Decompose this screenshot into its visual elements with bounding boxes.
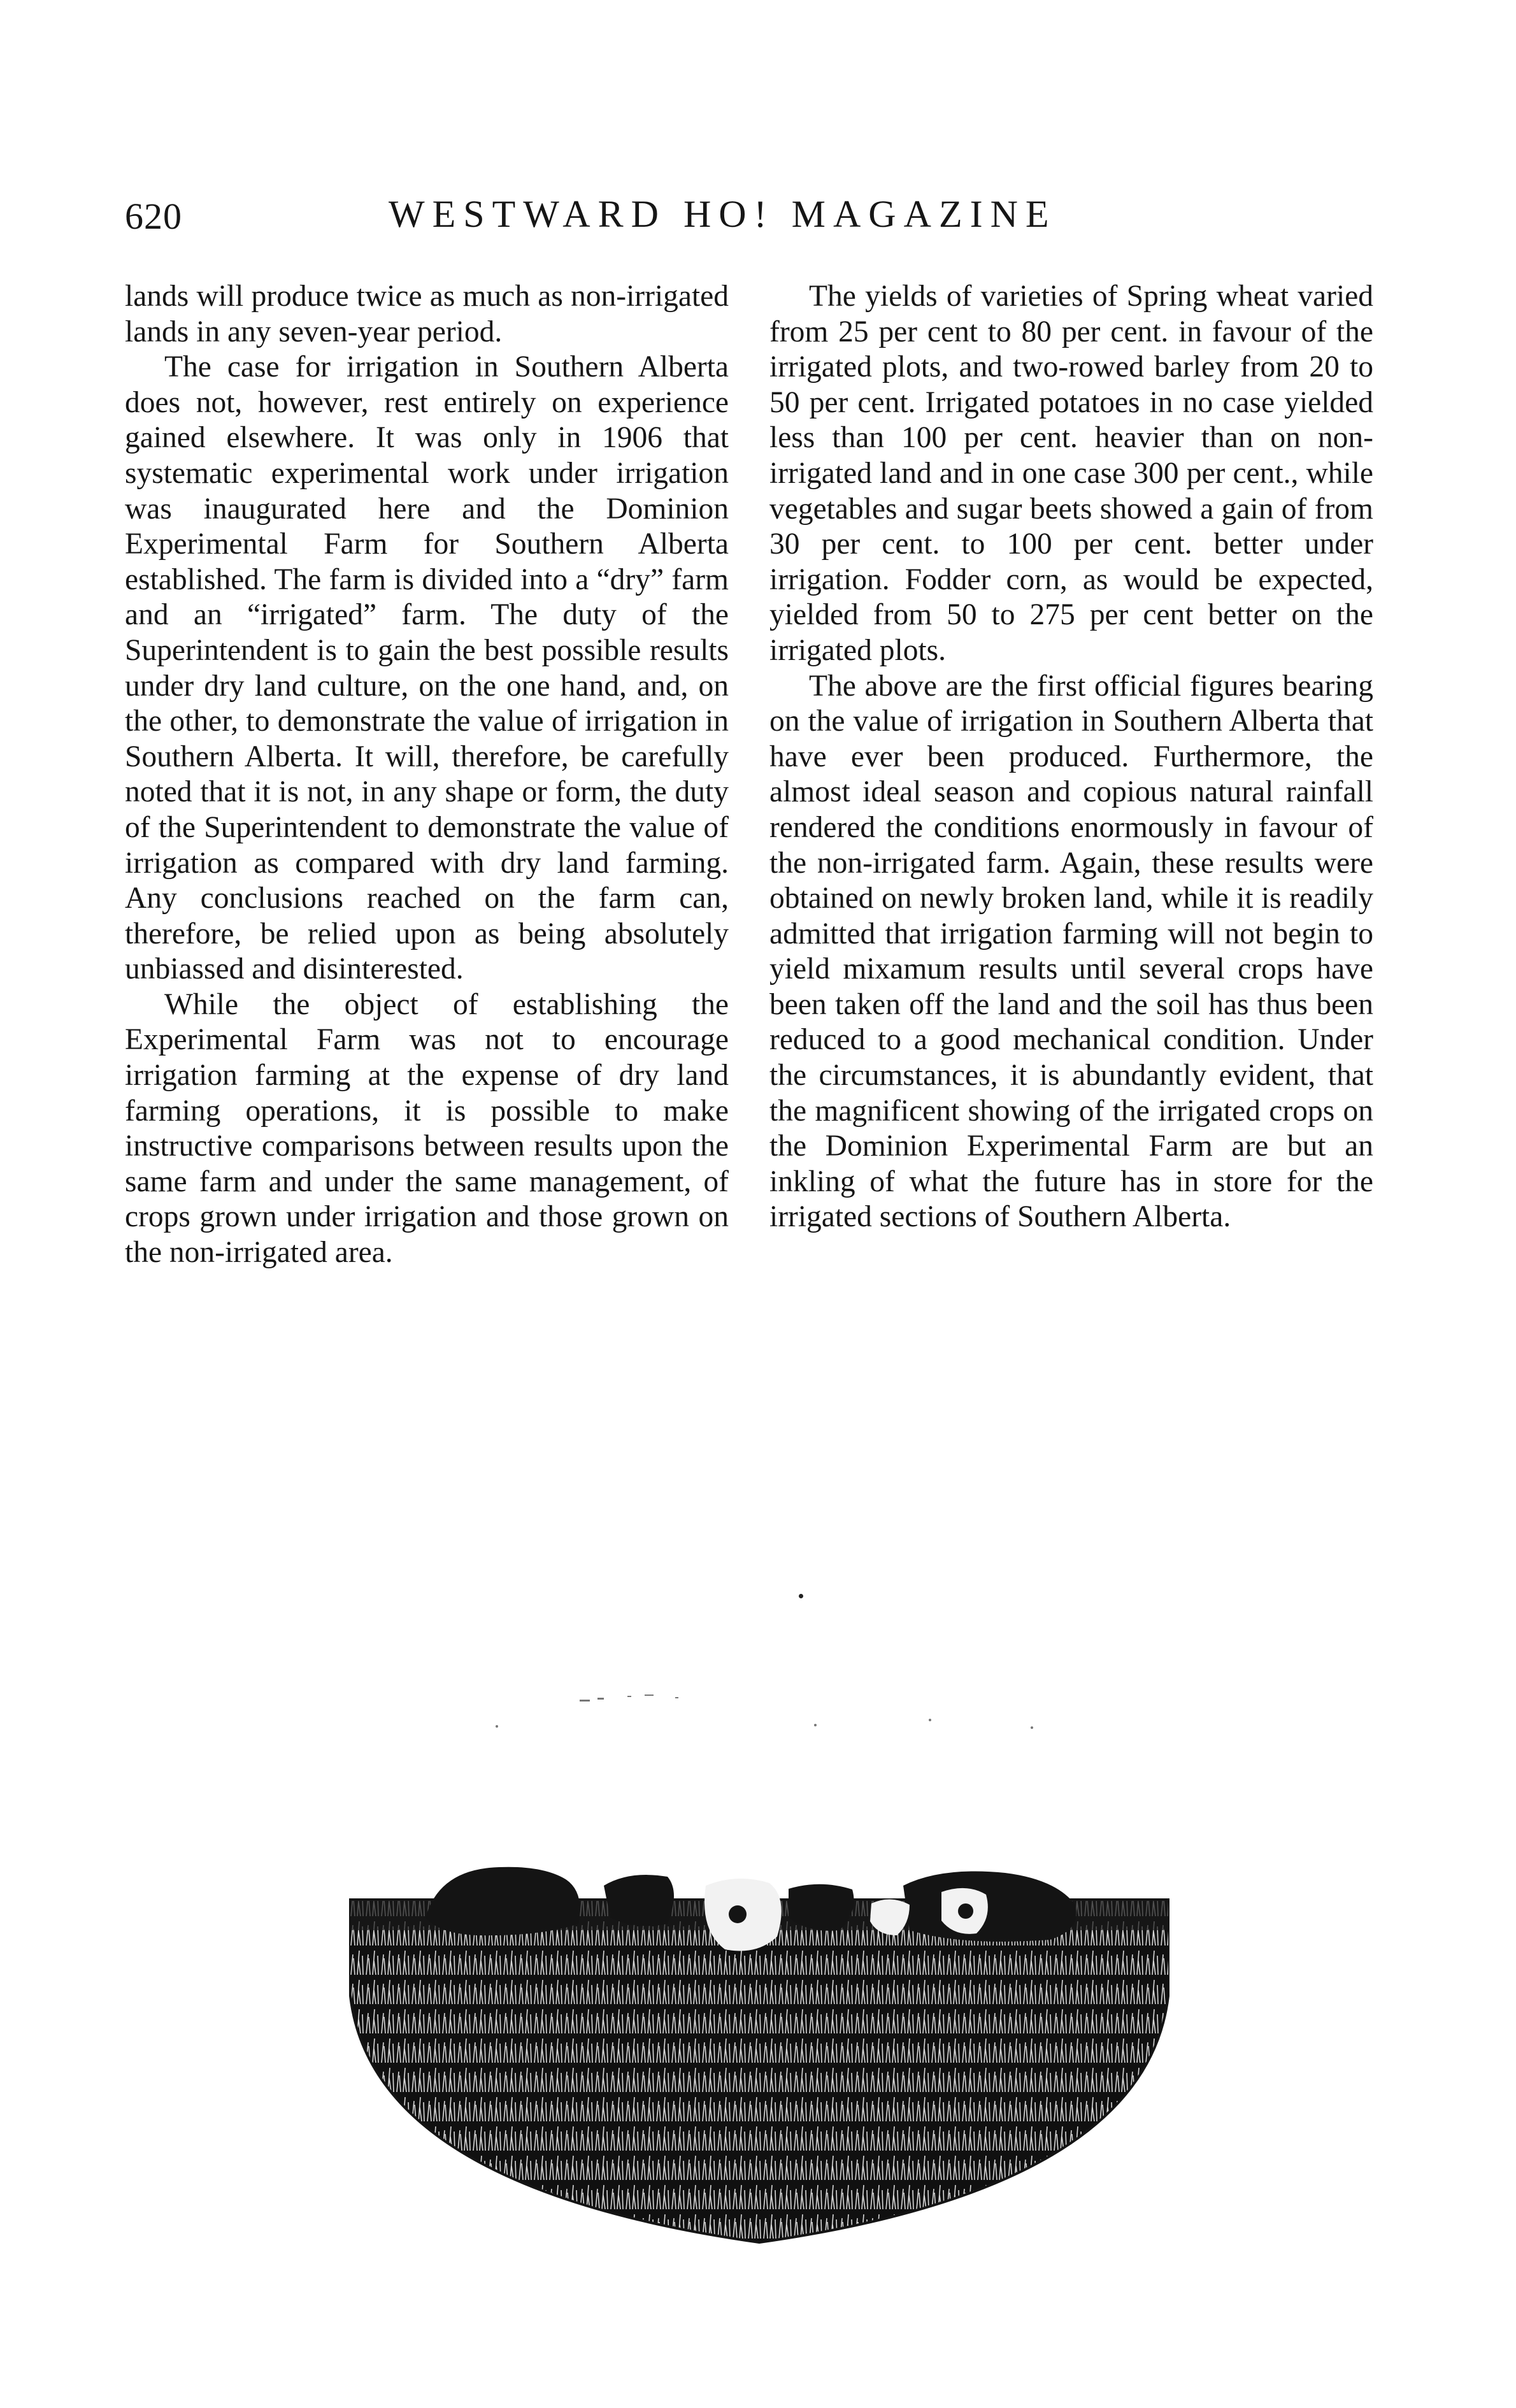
faint-print-marks bbox=[484, 1682, 1057, 1733]
cattle-in-grass-vignette-photo bbox=[349, 1828, 1169, 2249]
paragraph: The above are the first official figures bearing on the value of irrigation in Southern Alberta that have ever been produced. Furthermore, the almost ideal season and copious natural rainfall rendered the conditions enormously in favour of the non-irrigated farm. Again, these results were obtained on newly broken land, while it is readily admitted that irrigation farming will not begin to yield mixamum results until several crops have been taken off the land and the soil has thus been reduced to a good mechanical condition. Under the circumstances, it is abundantly evident, that the magnificent showing of the irrigated crops on the Dominion Experimental Farm are but an inkling of what the future has in store for the irrigated sections of Southern Alberta. bbox=[769, 669, 1373, 1234]
ink-speck bbox=[799, 1594, 803, 1598]
right-column bbox=[769, 279, 1373, 1235]
paragraph-continuation: lands will produce twice as much as non-irrigated lands in any seven-year period. bbox=[125, 280, 729, 348]
page-number: 620 bbox=[125, 196, 182, 237]
paragraph: The case for irrigation in Southern Alberta does not, however, rest entirely on experience gained elsewhere. It was only in 1906 that systematic experimental work under irrigation was inaugurated here and the Dominion Experimental Farm for Southern Alberta established. The farm is divided into a “dry” farm and an “irrigated” farm. The duty of the Superintendent is to gain the best possible results under dry land culture, on the one hand, and, on the other, to demonstrate the value of irrigation in Southern Alberta. It will, therefore, be carefully noted that it is not, in any shape or form, the duty of the Superintendent to demonstrate the value of irrigation as compared with dry land farming. Any conclusions reached on the farm can, therefore, be relied upon as being absolutely unbiassed and disinterested. bbox=[125, 350, 729, 986]
left-column bbox=[125, 279, 729, 1271]
paragraph: While the object of establishing the Experimental Farm was not to encourage irrigation farming at the expense of dry land farming operations, it is possible to make instructive comparisons between results upon the same farm and under the same management, of crops grown under irrigation and those grown on the non-irrigated area. bbox=[125, 987, 729, 1270]
running-head: WESTWARD HO! MAGAZINE bbox=[389, 193, 1057, 235]
paragraph: The yields of varieties of Spring wheat varied from 25 per cent to 80 per cent. in favour of the irrigated plots, and two-rowed barley from 20 to 50 per cent. Irrigated potatoes in no case yielded less than 100 per cent. heavier than on non-irrigated land and in one case 300 per cent., while vegetables and sugar beets showed a gain of from 30 per cent. to 100 per cent. better under irrigation. Fodder corn, as would be expected, yielded from 50 to 275 per cent better on the irrigated plots. bbox=[769, 280, 1373, 667]
